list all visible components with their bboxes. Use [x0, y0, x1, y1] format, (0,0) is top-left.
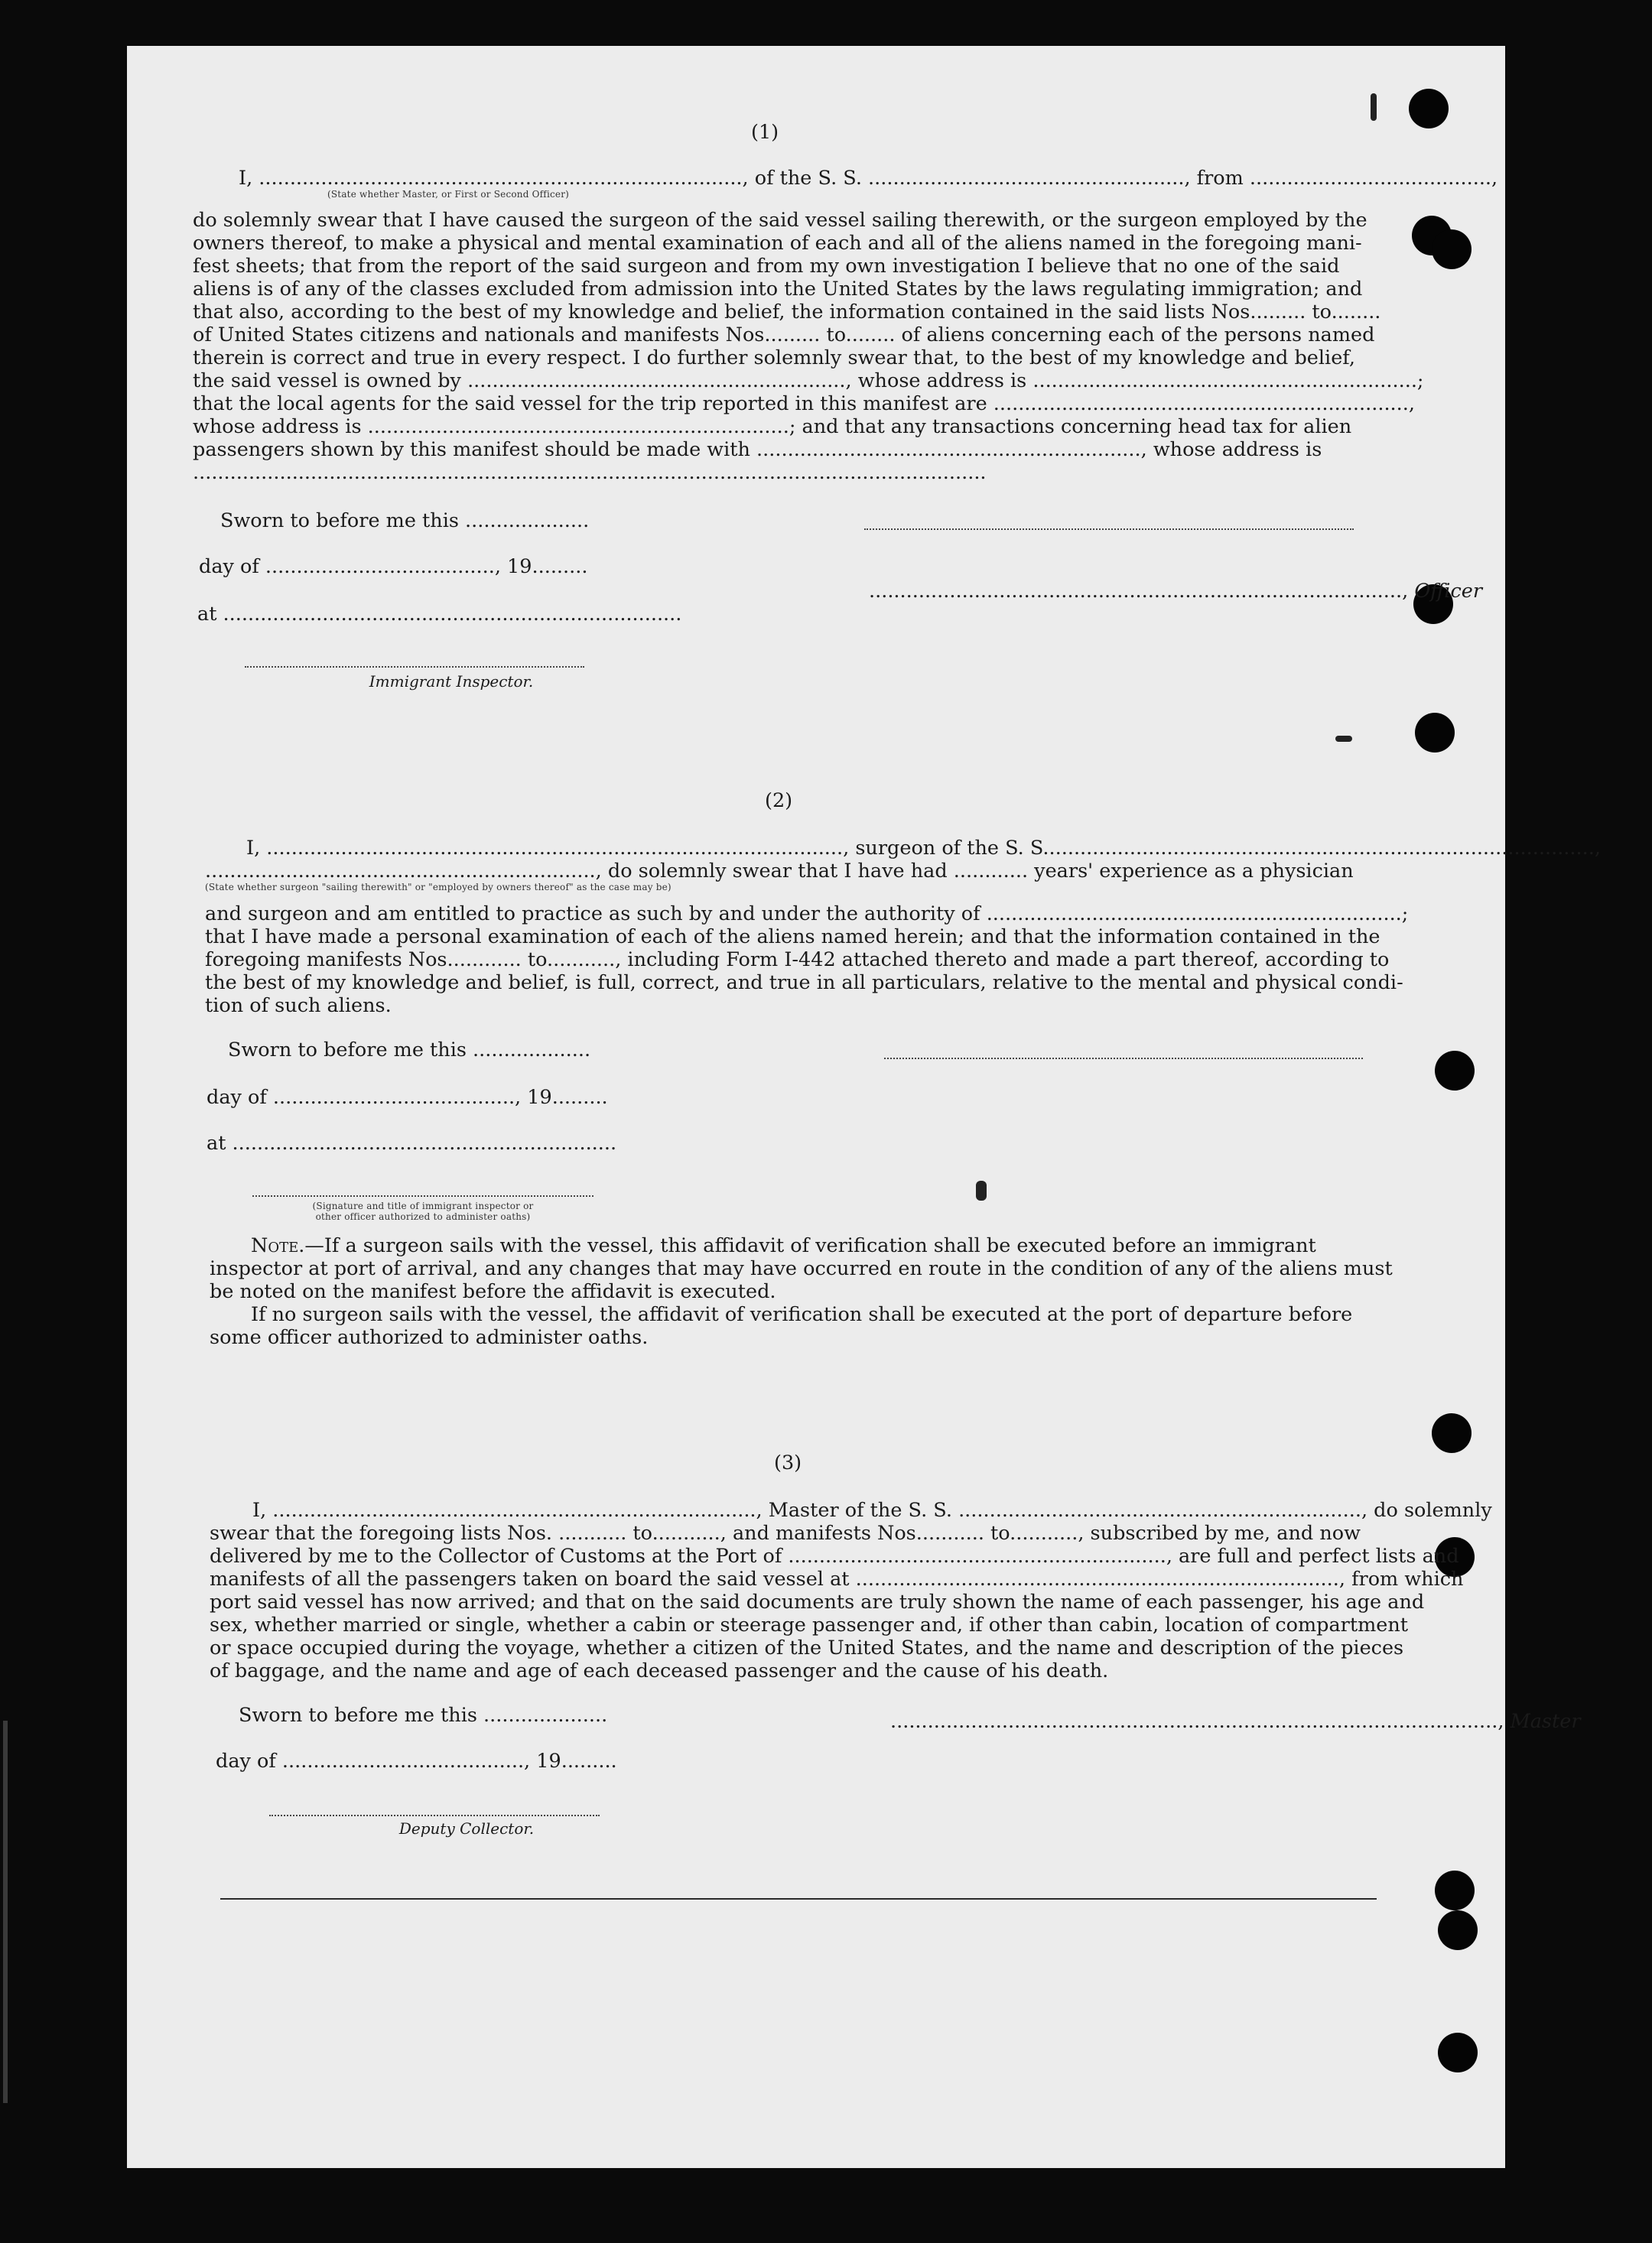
deputy-collector-label: Deputy Collector.	[398, 1819, 535, 1838]
section-1-sworn: Sworn to before me this ....................	[220, 509, 590, 532]
ink-mark	[976, 1181, 987, 1201]
punch-hole	[1435, 1871, 1475, 1910]
section-3-sworn: Sworn to before me this ....................	[239, 1704, 608, 1727]
section-2-number: (2)	[765, 789, 793, 812]
officer-signature-line	[864, 528, 1354, 530]
note-paragraph	[210, 1234, 1393, 1349]
punch-hole	[1438, 1910, 1478, 1950]
text-line: the best of my knowledge and belief, is full, correct, and true in all particulars, relative to the mental and physical condi-	[205, 971, 1403, 994]
text-line: If no surgeon sails with the vessel, the affidavit of verification shall be executed at the port of departure before	[251, 1303, 1353, 1326]
punch-hole	[1409, 89, 1449, 128]
punch-hole	[1435, 1051, 1475, 1091]
ink-mark	[1371, 93, 1377, 121]
text-line: passengers shown by this manifest should be made with .............................................................., whose address is	[193, 438, 1322, 461]
signature-note-line: (Signature and title of immigrant inspector or	[312, 1201, 534, 1211]
text-line: tion of such aliens.	[205, 994, 392, 1017]
section-2-at: at ..............................................................	[206, 1132, 617, 1155]
section-1-body	[193, 209, 1424, 484]
section-2-sworn: Sworn to before me this ...................	[228, 1039, 591, 1061]
officer-dots: ......................................................................................,	[869, 580, 1415, 603]
text-line: whose address is ....................................................................; and that any transactions concerning head tax for alien	[193, 415, 1352, 438]
section-1-opening-line: I, .............................................................................., of the S. S. ..................................................., from .......................................,	[239, 167, 1498, 190]
text-line: some officer authorized to administer oaths.	[210, 1326, 649, 1349]
inspector-signature-line	[252, 1195, 593, 1197]
text-line: the said vessel is owned by ............................................................., whose address is ..............................................................;	[193, 369, 1424, 392]
section-3-body	[210, 1499, 1492, 1682]
immigrant-inspector-label: Immigrant Inspector.	[369, 672, 534, 691]
section-1-officer-note: (State whether Master, or First or Second Officer)	[327, 189, 570, 200]
text-line: that also, according to the best of my knowledge and belief, the information contained in the said lists Nos......... to........	[193, 301, 1381, 323]
text-line: fest sheets; that from the report of the said surgeon and from my own investigation I believe that no one of the said	[193, 255, 1340, 278]
section-1-number: (1)	[751, 121, 779, 144]
section-2-surgeon-note: (State whether surgeon "sailing therewith" or "employed by owners thereof" as the case may be)	[205, 882, 672, 892]
surgeon-signature-line	[884, 1057, 1363, 1059]
master-label: Master	[1510, 1710, 1581, 1733]
signature-note	[252, 1201, 593, 1222]
text-line: of baggage, and the name and age of each deceased passenger and the cause of his death.	[210, 1659, 1109, 1682]
scan-edge	[3, 1721, 8, 2103]
section-2-opening-line: I, ............................................................................................., surgeon of the S. S.........................................................................................,	[246, 837, 1601, 860]
text-line: of United States citizens and nationals and manifests Nos......... to........ of aliens concerning each of the persons named	[193, 323, 1375, 346]
note-label: Note.	[251, 1234, 305, 1257]
text-line: I, .............................................................................., Master of the S. S. ................................................................., do solemnly	[252, 1499, 1492, 1522]
text-line: sex, whether married or single, whether a cabin or steerage passenger and, if other than cabin, location of compartment	[210, 1614, 1409, 1637]
ink-mark	[1335, 736, 1352, 742]
text-line: that the local agents for the said vessel for the trip reported in this manifest are ...................................................................,	[193, 392, 1415, 415]
text-line: therein is correct and true in every respect. I do further solemnly swear that, to the best of my knowledge and belief,	[193, 346, 1355, 369]
section-3-day: day of ......................................., 19.........	[216, 1750, 617, 1773]
text-line: that I have made a personal examination of each of the aliens named herein; and that the information contained in the	[205, 925, 1380, 948]
text-line: manifests of all the passengers taken on board the said vessel at .............................................................................., from which	[210, 1568, 1464, 1591]
section-3-number: (3)	[774, 1451, 802, 1474]
text-line: port said vessel has now arrived; and that on the said documents are truly shown the name of each passenger, his age and	[210, 1591, 1425, 1614]
inspector-signature-line	[245, 665, 584, 668]
section-2-line-2: ..............................................................., do solemnly swear that I have had ............ years' experience as a physician	[205, 860, 1354, 883]
text-line: foregoing manifests Nos............ to..........., including Form I-442 attached thereto and made a part thereof, according to	[205, 948, 1390, 971]
text-line: inspector at port of arrival, and any changes that may have occurred en route in the condition of any of the aliens must	[210, 1257, 1393, 1280]
text-line: owners thereof, to make a physical and mental examination of each and all of the aliens named in the foregoing mani-	[193, 232, 1362, 255]
note-text: —If a surgeon sails with the vessel, this affidavit of verification shall be executed before an immigrant	[304, 1234, 1316, 1257]
punch-hole	[1432, 229, 1472, 269]
text-line: ................................................................................................................................	[193, 461, 987, 484]
punch-hole	[1432, 1413, 1472, 1453]
text-line: be noted on the manifest before the affidavit is executed.	[210, 1280, 776, 1303]
master-dots: ..................................................................................................,	[890, 1710, 1511, 1733]
text-line: swear that the foregoing lists Nos. ........... to..........., and manifests Nos........... to..........., subscribed by me, and now	[210, 1522, 1361, 1545]
text-line: delivered by me to the Collector of Customs at the Port of ............................................................., are full and perfect lists and	[210, 1545, 1459, 1568]
text-line: do solemnly swear that I have caused the surgeon of the said vessel sailing therewith, or the surgeon employed by the	[193, 209, 1367, 232]
signature-note-line: other officer authorized to administer oaths)	[315, 1211, 531, 1222]
section-3-master-line	[890, 1710, 1581, 1733]
officer-label: Officer	[1414, 580, 1483, 603]
section-1-at: at ..........................................................................	[197, 603, 682, 626]
section-2-day: day of ......................................., 19.........	[206, 1086, 608, 1109]
section-2-body	[205, 902, 1408, 1017]
text-line	[210, 1234, 1393, 1257]
text-line: or space occupied during the voyage, whether a citizen of the United States, and the name and description of the pieces	[210, 1637, 1404, 1659]
punch-hole	[1438, 2033, 1478, 2072]
punch-hole	[1415, 713, 1455, 753]
text-line: aliens is of any of the classes excluded from admission into the United States by the laws regulating immigration; and	[193, 278, 1363, 301]
collector-signature-line	[269, 1814, 600, 1816]
section-1-officer-line	[869, 580, 1482, 603]
text-line: and surgeon and am entitled to practice as such by and under the authority of ...................................................................;	[205, 902, 1409, 925]
section-1-day: day of ....................................., 19.........	[199, 555, 588, 578]
bottom-rule	[220, 1898, 1377, 1900]
